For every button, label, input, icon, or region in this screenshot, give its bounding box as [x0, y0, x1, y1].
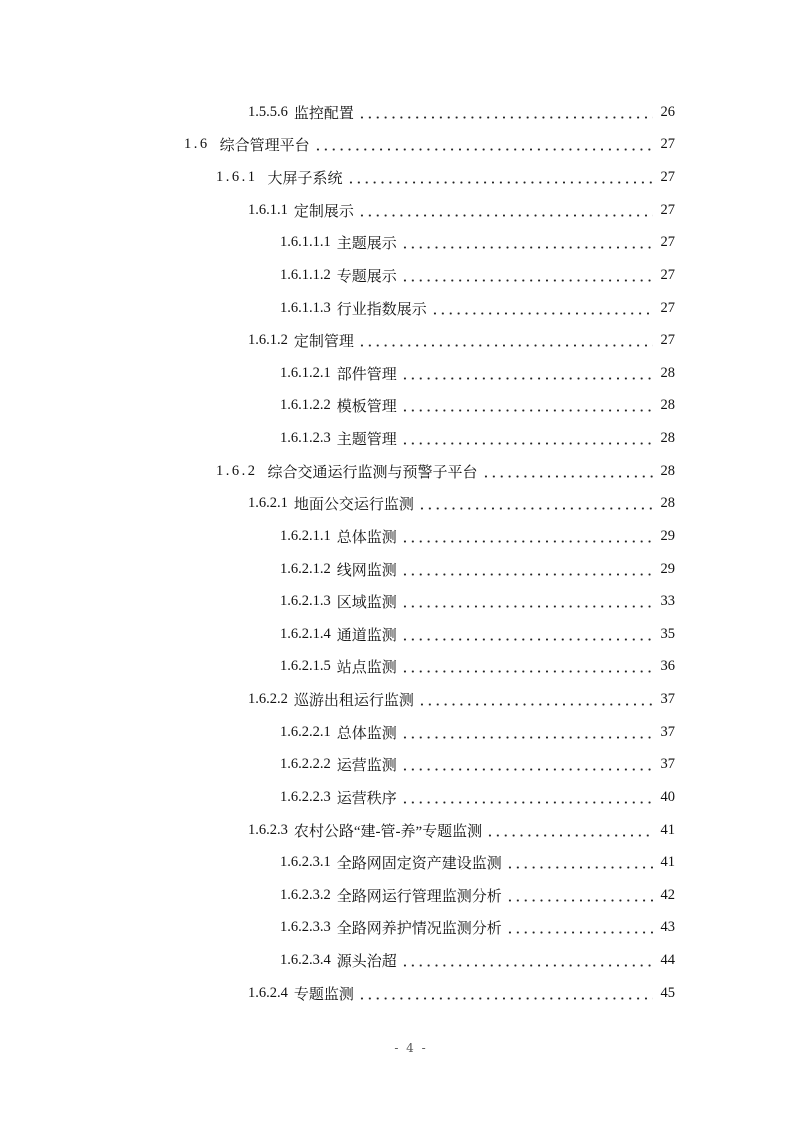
toc-entry-page: 44 [660, 952, 675, 969]
toc-entry-number: 1.6.2.2 [248, 691, 288, 708]
toc-entry-number: 1.6.2.3.4 [280, 952, 331, 969]
toc-dot-leader [401, 377, 653, 380]
toc-dot-leader [401, 442, 653, 445]
toc-entry-number: 1.6.2.1 [248, 495, 288, 512]
toc-entry-page: 26 [660, 103, 675, 120]
toc-entry-title: 通道监测 [336, 627, 397, 644]
toc-dot-leader [401, 670, 653, 673]
toc-entry-title: 线网监测 [336, 562, 397, 579]
toc-entry-number: 1.6.2.3.2 [280, 886, 331, 903]
toc-entry [0, 749, 793, 782]
toc-entry-number: 1.6.2.3.3 [280, 919, 331, 936]
toc-entry-title: 运营监测 [336, 758, 397, 775]
toc-entry-number: 1.6.1.2.1 [280, 364, 331, 381]
toc-entry-number: 1.6.2.1.5 [280, 658, 331, 675]
toc-entry-page: 42 [660, 886, 675, 903]
toc-entry-title: 部件管理 [336, 366, 397, 383]
toc-entry [0, 912, 793, 945]
toc-entry-title: 全路网固定资产建设监测 [336, 856, 502, 873]
toc-dot-leader [506, 931, 653, 934]
toc-entry-page: 28 [660, 430, 675, 447]
toc-entry-page: 33 [660, 593, 675, 610]
toc-dot-leader [401, 768, 653, 771]
toc-entry [0, 781, 793, 814]
toc-entry [0, 227, 793, 260]
toc-entry-page: 43 [660, 919, 675, 936]
toc-entry-title: 站点监测 [336, 660, 397, 677]
toc-entry-number: 1.6.2.2.3 [280, 788, 331, 805]
toc-entry-page: 27 [660, 169, 675, 186]
toc-dot-leader [358, 116, 653, 119]
table-of-contents [0, 96, 793, 1010]
toc-dot-leader [347, 181, 653, 184]
toc-entry-page: 27 [660, 332, 675, 349]
toc-entry-number: 1.6.1.2.2 [280, 397, 331, 414]
toc-entry [0, 944, 793, 977]
toc-entry [0, 194, 793, 227]
toc-entry [0, 846, 793, 879]
toc-entry [0, 585, 793, 618]
toc-entry [0, 618, 793, 651]
toc-entry-page: 41 [660, 854, 675, 871]
toc-dot-leader [401, 279, 653, 282]
toc-dot-leader [401, 246, 653, 249]
toc-entry-page: 29 [660, 560, 675, 577]
toc-entry [0, 161, 793, 194]
toc-dot-leader [486, 834, 652, 837]
toc-entry-page: 40 [660, 788, 675, 805]
toc-entry-title: 全路网运行管理监测分析 [336, 888, 502, 905]
toc-entry [0, 357, 793, 390]
toc-entry-number: 1.6.2.3 [248, 821, 288, 838]
toc-entry-number: 1.6.2.4 [248, 984, 288, 1001]
toc-entry-number: 1.6.1.2 [248, 332, 288, 349]
toc-entry-page: 45 [660, 984, 675, 1001]
toc-entry-page: 35 [660, 625, 675, 642]
toc-dot-leader [314, 148, 653, 151]
toc-entry-page: 28 [660, 364, 675, 381]
toc-entry-title: 巡游出租运行监测 [293, 693, 414, 710]
toc-entry-page: 37 [660, 756, 675, 773]
toc-entry [0, 129, 793, 162]
toc-entry-number: 1.6.2.2.2 [280, 756, 331, 773]
toc-entry [0, 390, 793, 423]
toc-dot-leader [358, 214, 653, 217]
toc-entry-title: 专题展示 [336, 268, 397, 285]
toc-dot-leader [418, 703, 653, 706]
toc-dot-leader [401, 736, 653, 739]
toc-entry [0, 814, 793, 847]
toc-entry [0, 651, 793, 684]
toc-entry-title: 总体监测 [336, 725, 397, 742]
toc-entry [0, 977, 793, 1010]
toc-entry-title: 地面公交运行监测 [293, 497, 414, 514]
toc-entry-title: 定制管理 [293, 334, 354, 351]
toc-entry-number: 1.6.2.1.1 [280, 527, 331, 544]
toc-entry-title: 综合交通运行监测与预警子平台 [267, 464, 478, 481]
toc-entry-page: 28 [660, 397, 675, 414]
toc-dot-leader [401, 605, 653, 608]
toc-entry-page: 37 [660, 723, 675, 740]
toc-entry [0, 488, 793, 521]
toc-entry-title: 源头治超 [336, 954, 397, 971]
toc-entry-page: 29 [660, 527, 675, 544]
toc-entry-number: 1.6.1.1.3 [280, 299, 331, 316]
toc-entry [0, 96, 793, 129]
toc-entry-title: 专题监测 [293, 986, 354, 1003]
toc-entry-page: 37 [660, 691, 675, 708]
toc-entry-number: 1.6.2.2.1 [280, 723, 331, 740]
toc-entry-title: 行业指数展示 [336, 301, 427, 318]
toc-entry-title: 模板管理 [336, 399, 397, 416]
toc-entry-number: 1.6.2.1.4 [280, 625, 331, 642]
toc-entry [0, 716, 793, 749]
toc-dot-leader [431, 312, 653, 315]
toc-entry-page: 27 [660, 136, 675, 153]
toc-entry-number: 1.6.2.1.2 [280, 560, 331, 577]
toc-dot-leader [401, 801, 653, 804]
page-footer-number: - 4 - [394, 1041, 428, 1055]
toc-entry-title: 主题管理 [336, 432, 397, 449]
toc-dot-leader [418, 507, 653, 510]
toc-entry-number: 1.6.1 [216, 169, 258, 186]
toc-entry-number: 1.6.2.1.3 [280, 593, 331, 610]
toc-dot-leader [482, 475, 653, 478]
toc-entry [0, 292, 793, 325]
toc-entry [0, 683, 793, 716]
toc-entry-page: 27 [660, 266, 675, 283]
toc-entry-number: 1.6.1.2.3 [280, 430, 331, 447]
toc-entry-page: 27 [660, 299, 675, 316]
toc-entry-page: 28 [660, 462, 675, 479]
toc-entry [0, 455, 793, 488]
toc-entry-title: 主题展示 [336, 236, 397, 253]
toc-entry-title: 总体监测 [336, 529, 397, 546]
toc-entry [0, 422, 793, 455]
toc-entry [0, 879, 793, 912]
toc-entry-number: 1.6.1.1.1 [280, 234, 331, 251]
toc-entry-number: 1.6.2 [216, 462, 258, 479]
toc-entry-number: 1.6.1.1.2 [280, 266, 331, 283]
toc-entry-page: 27 [660, 234, 675, 251]
toc-entry-page: 41 [660, 821, 675, 838]
toc-dot-leader [401, 540, 653, 543]
toc-dot-leader [401, 964, 653, 967]
toc-entry-page: 36 [660, 658, 675, 675]
toc-entry-page: 28 [660, 495, 675, 512]
toc-entry-page: 27 [660, 201, 675, 218]
toc-entry [0, 553, 793, 586]
toc-dot-leader [401, 573, 653, 576]
toc-entry [0, 520, 793, 553]
toc-dot-leader [506, 899, 653, 902]
toc-dot-leader [506, 866, 653, 869]
toc-entry-number: 1.5.5.6 [248, 103, 288, 120]
toc-entry-title: 定制展示 [293, 203, 354, 220]
toc-entry-title: 区域监测 [336, 595, 397, 612]
toc-entry [0, 324, 793, 357]
toc-entry-title: 综合管理平台 [219, 138, 310, 155]
toc-entry-title: 全路网养护情况监测分析 [336, 921, 502, 938]
toc-dot-leader [401, 638, 653, 641]
toc-entry-number: 1.6.1.1 [248, 201, 288, 218]
toc-dot-leader [401, 409, 653, 412]
toc-dot-leader [358, 344, 653, 347]
toc-entry-title: 农村公路“建-管-养”专题监测 [293, 823, 483, 840]
toc-entry-title: 大屏子系统 [267, 171, 343, 188]
toc-entry-title: 监控配置 [293, 105, 354, 122]
toc-entry-title: 运营秩序 [336, 790, 397, 807]
toc-entry-number: 1.6 [184, 136, 210, 153]
toc-entry [0, 259, 793, 292]
toc-entry-number: 1.6.2.3.1 [280, 854, 331, 871]
toc-dot-leader [358, 997, 653, 1000]
